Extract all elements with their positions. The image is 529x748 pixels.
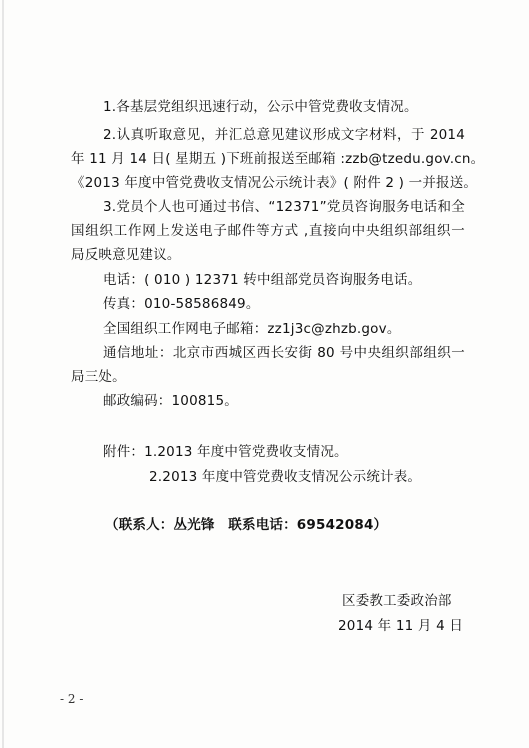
contact-postcode: 邮政编码：100815。 — [103, 393, 238, 409]
paragraph-2-line-3: 《2013 年度中管党费收支情况公示统计表》( 附件 2 ) 一并报送。 — [71, 175, 478, 191]
signature-date: 2014 年 11 月 4 日 — [338, 618, 464, 634]
attachment-2: 2.2013 年度中管党费收支情况公示统计表。 — [149, 469, 422, 485]
page-number: - 2 - — [60, 692, 84, 706]
contact-address-line-2: 局三处。 — [71, 369, 126, 385]
contact-phone: 电话：( 010 ) 12371 转中组部党员咨询服务电话。 — [103, 272, 422, 288]
attachment-1: 附件：1.2013 年度中管党费收支情况。 — [103, 444, 348, 460]
paragraph-1: 1.各基层党组织迅速行动，公示中管党费收支情况。 — [103, 99, 418, 115]
signature-org: 区委教工委政治部 — [342, 593, 452, 609]
contact-fax: 传真：010-58586849。 — [103, 296, 260, 312]
paragraph-3-line-1: 3.党员个人也可通过书信、“12371”党员咨询服务电话和全 — [103, 199, 465, 215]
contact-email: 全国组织工作网电子邮箱：zz1j3c@zhzb.gov。 — [103, 321, 401, 337]
paragraph-2-line-1: 2.认真听取意见，并汇总意见建议形成文字材料，于 2014 — [103, 127, 465, 143]
contact-address-line-1: 通信地址：北京市西城区西长安街 80 号中央组织部组织一 — [103, 345, 465, 361]
scan-edge — [2, 0, 4, 748]
paragraph-3-line-2: 国组织工作网上发送电子邮件等方式 ,直接向中央组织部组织一 — [71, 223, 465, 239]
paragraph-3-line-3: 局反映意见建议。 — [71, 247, 181, 263]
contact-person: （联系人：丛光锋 联系电话：69542084） — [105, 517, 388, 533]
paragraph-2-line-2: 年 11 月 14 日( 星期五 )下班前报送至邮箱 :zzb@tzedu.gov.cn。 — [71, 151, 485, 167]
